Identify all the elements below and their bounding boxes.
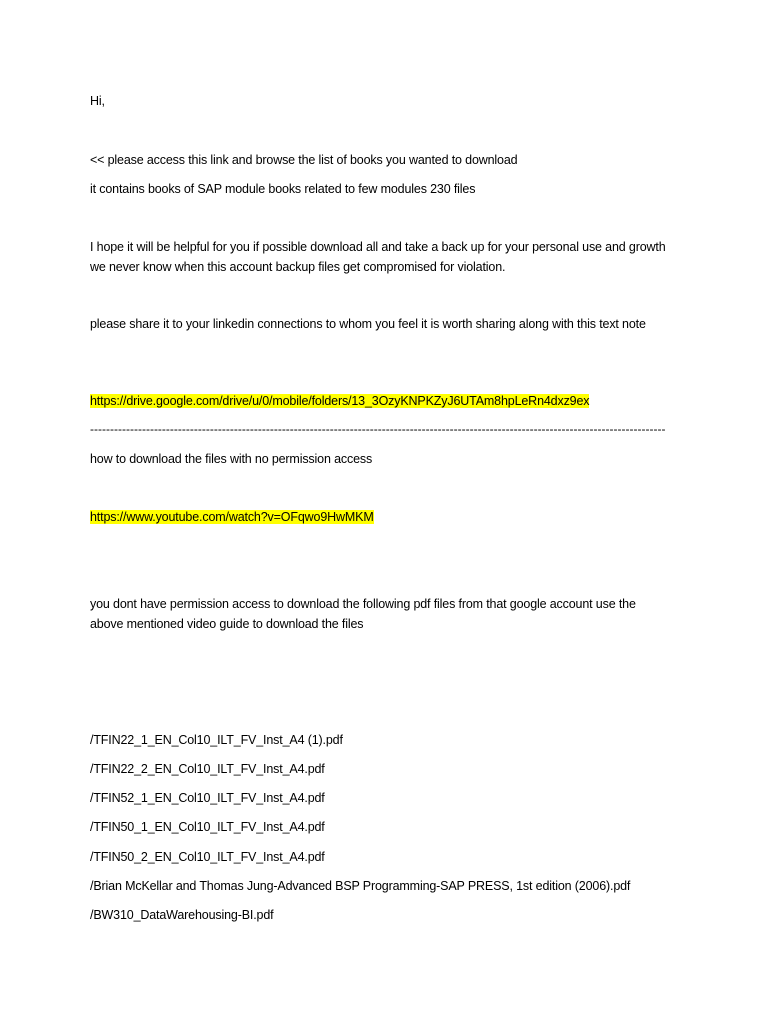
hope-paragraph: I hope it will be helpful for you if possible download all and take a back up for your personal use and growth we never know when this account backup files get compromised for violation. (90, 240, 666, 274)
file-item: /TFIN50_2_EN_Col10_ILT_FV_Inst_A4.pdf (90, 850, 325, 864)
contents-line: it contains books of SAP module books related to few modules 230 files (90, 182, 476, 196)
file-item: /TFIN50_1_EN_Col10_ILT_FV_Inst_A4.pdf (90, 820, 325, 834)
permission-paragraph: you dont have permission access to download the following pdf files from that google account use the above mentioned video guide to download the files (90, 597, 636, 631)
youtube-link-line (90, 507, 374, 527)
drive-link-line (90, 391, 589, 411)
file-item: /BW310_DataWarehousing-BI.pdf (90, 908, 274, 922)
separator-line: ------------------------------------------------------------------------------------------------------------------------------------------------ (90, 422, 666, 436)
greeting: Hi, (90, 94, 105, 108)
file-item: /TFIN22_1_EN_Col10_ILT_FV_Inst_A4 (1).pdf (90, 733, 343, 747)
youtube-link[interactable]: https://www.youtube.com/watch?v=OFqwo9HwMKM (90, 510, 374, 524)
file-item: /Brian McKellar and Thomas Jung-Advanced BSP Programming-SAP PRESS, 1st edition (2006).pdf (90, 879, 631, 893)
drive-link[interactable]: https://drive.google.com/drive/u/0/mobile/folders/13_3OzyKNPKZyJ6UTAm8hpLeRn4dxz9ex (90, 394, 590, 408)
file-item: /TFIN52_1_EN_Col10_ILT_FV_Inst_A4.pdf (90, 791, 325, 805)
howto-line: how to download the files with no permission access (90, 452, 373, 466)
file-item: /TFIN22_2_EN_Col10_ILT_FV_Inst_A4.pdf (90, 762, 325, 776)
intro-line: << please access this link and browse the list of books you wanted to download (90, 153, 518, 167)
share-paragraph: please share it to your linkedin connections to whom you feel it is worth sharing along with this text note (90, 317, 646, 331)
